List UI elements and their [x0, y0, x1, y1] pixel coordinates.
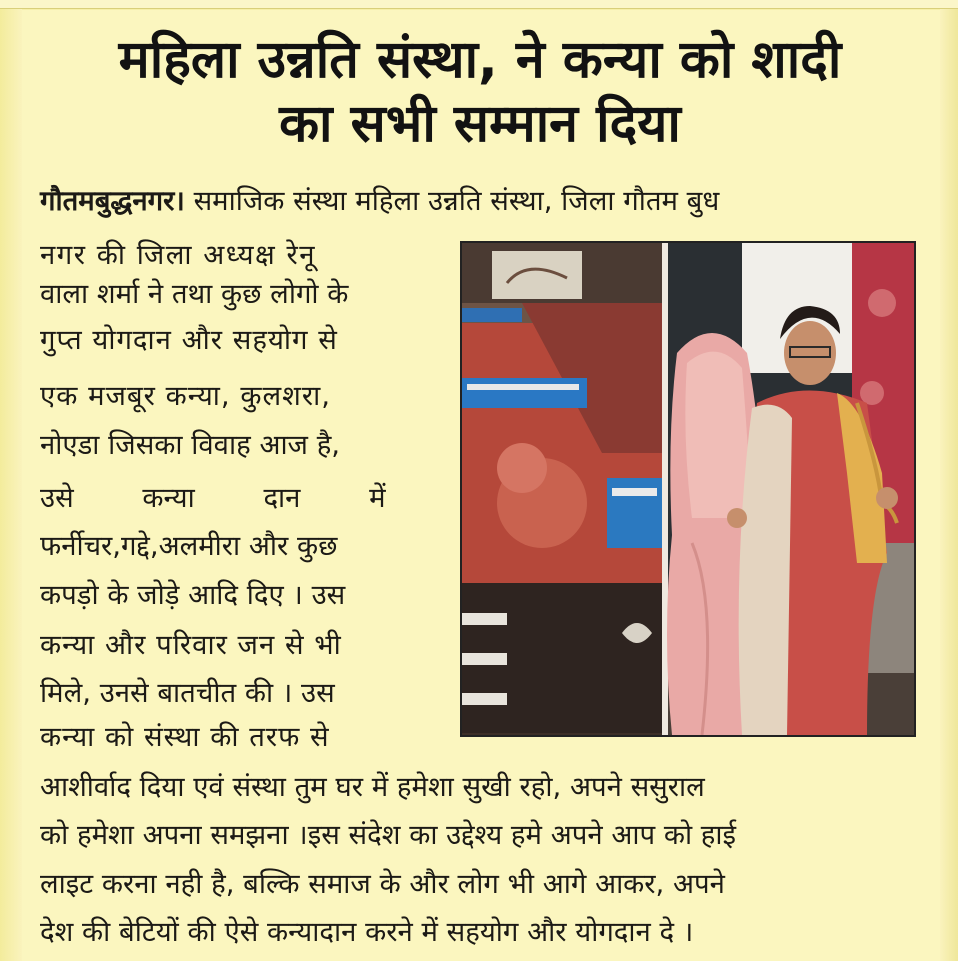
- body-line: नगर की जिला अध्यक्ष रेनू: [40, 239, 317, 271]
- body-line: लाइट करना नही है, बल्कि समाज के और लोग भी आगे आकर, अपने: [40, 868, 725, 900]
- headline: [30, 28, 930, 156]
- body-line: फर्नीचर,गद्दे,अलमीरा और कुछ: [40, 530, 338, 562]
- body-line: देश की बेटियों की ऐसे कन्यादान करने में सहयोग और योगदान दे ।: [40, 916, 694, 948]
- body-line: नोएडा जिसका विवाह आज है,: [40, 429, 341, 461]
- body-line: आशीर्वाद दिया एवं संस्था तुम घर में हमेशा सुखी रहो, अपने ससुराल: [40, 771, 705, 803]
- paper-left-edge: [0, 0, 22, 961]
- body-line: को हमेशा अपना समझना ।इस संदेश का उद्देश्य हमे अपने आप को हाई: [40, 819, 737, 851]
- headline-line-1: महिला उन्नति संस्था, ने कन्या को शादी: [118, 30, 842, 90]
- dateline: गौतमबुद्धनगर।: [40, 185, 185, 217]
- body-line: वाला शर्मा ने तथा कुछ लोगो के: [40, 278, 349, 310]
- clipped-previous-article-strip: [0, 0, 958, 9]
- body-line: कन्या और परिवार जन से भी: [40, 629, 342, 661]
- lead-text: समाजिक संस्था महिला उन्नति संस्था, जिला गौतम बुध: [193, 185, 720, 217]
- body-line: उसे कन्या दान में: [40, 482, 386, 514]
- body-line: कपड़ो के जोड़े आदि दिए । उस: [40, 579, 346, 611]
- body-line: कन्या को संस्था की तरफ से: [40, 721, 330, 753]
- body-line: एक मजबूर कन्या, कुलशरा,: [40, 380, 331, 412]
- paper-right-edge: [940, 0, 958, 961]
- news-photo: [460, 241, 916, 737]
- news-photo-drawing: [462, 243, 914, 735]
- body-line: गुप्त योगदान और सहयोग से: [40, 324, 338, 356]
- body-line: मिले, उनसे बातचीत की । उस: [40, 677, 335, 709]
- article-lead-line: [40, 182, 719, 221]
- headline-line-2: का सभी सम्मान दिया: [279, 94, 681, 154]
